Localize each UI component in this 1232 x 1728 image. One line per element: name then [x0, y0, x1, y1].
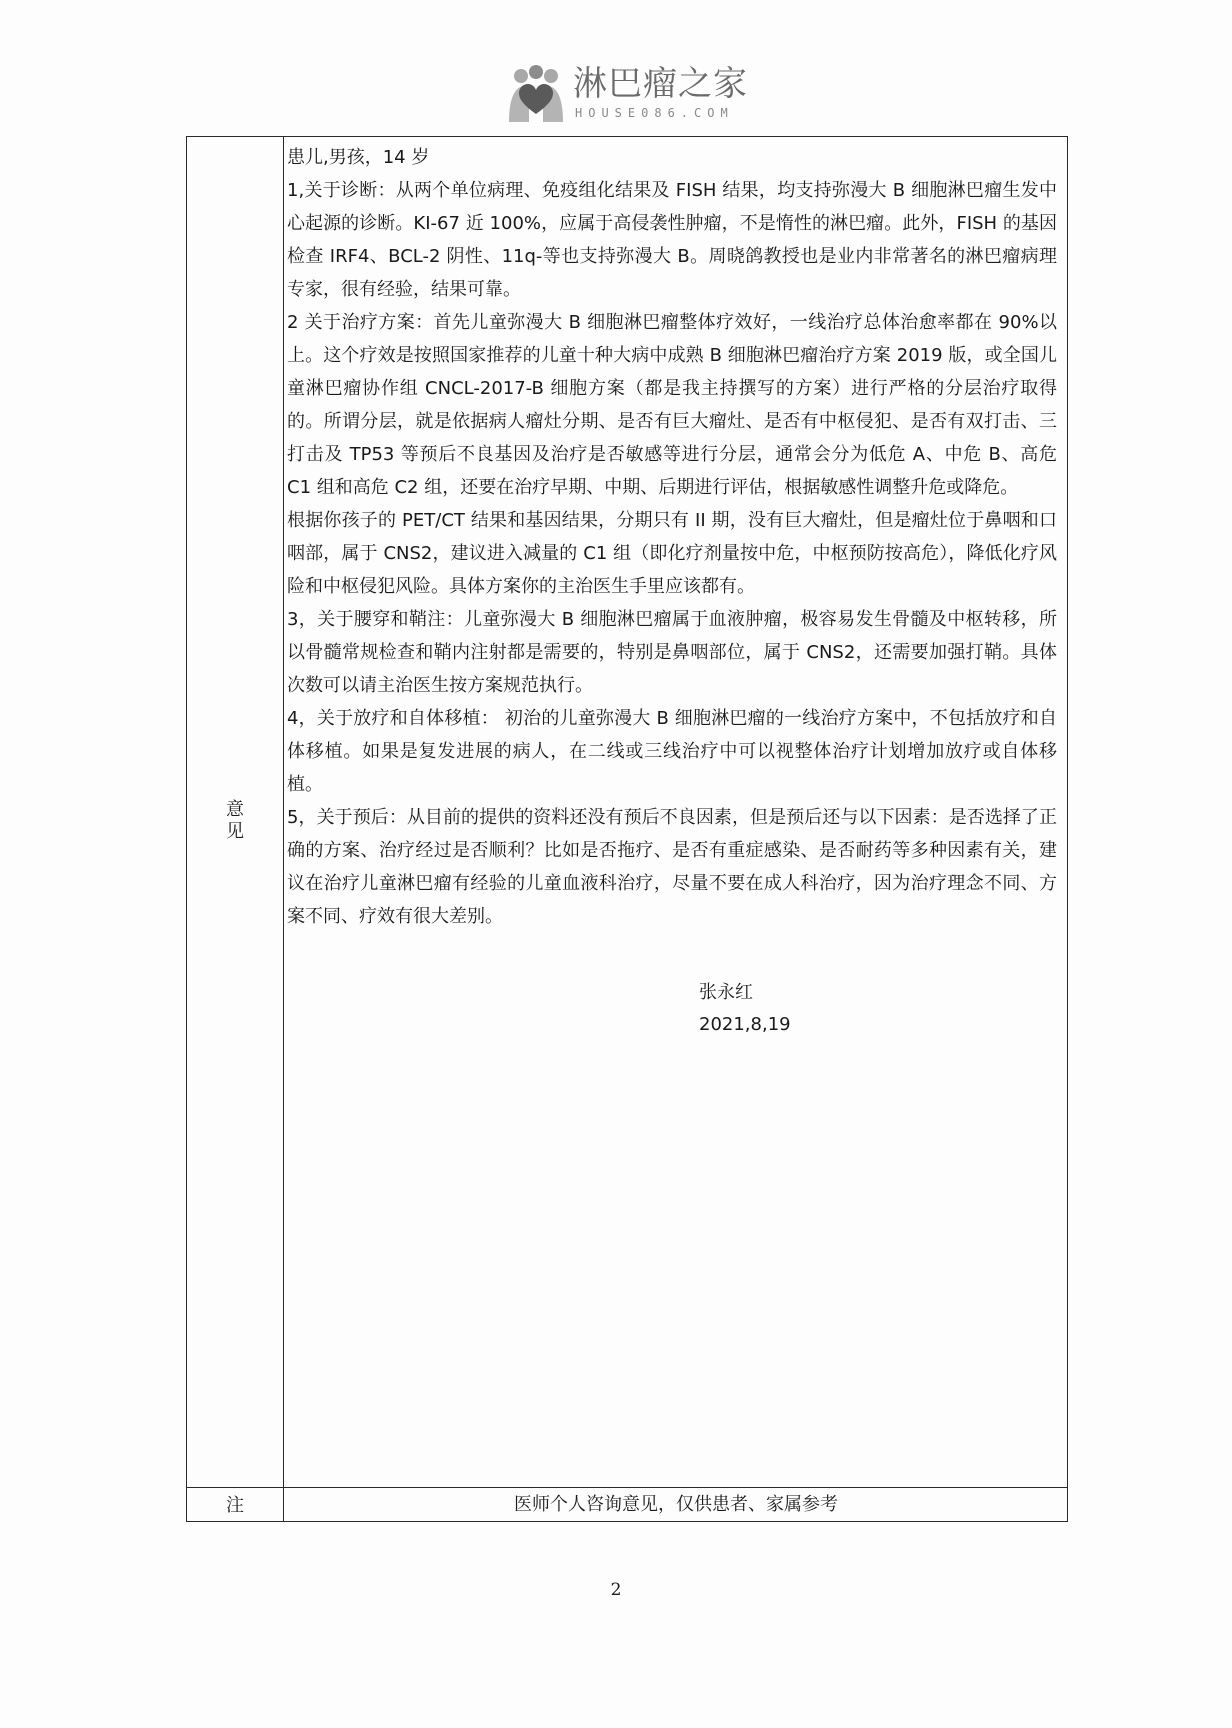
page-number: 2: [610, 1580, 622, 1600]
note-text: 医师个人咨询意见，仅供患者、家属参考: [514, 1494, 838, 1515]
paragraph-diagnosis: 1,关于诊断：从两个单位病理、免疫组化结果及 FISH 结果，均支持弥漫大 B 细胞淋巴瘤生发中心起源的诊断。KI-67 近 100%，应属于高侵袭性肿瘤，不是惰性的淋巴瘤。此外，FISH 的基因检查 IRF4、BCL-2 阴性、11q-等也支持弥漫大 B。周晓鸽教授也是业内非常著名的淋巴瘤病理专家，很有经验，结果可靠。: [287, 180, 1057, 300]
signature-date: 2021,8,19: [699, 1014, 791, 1035]
paragraph-prognosis: 5，关于预后：从目前的提供的资料还没有预后不良因素，但是预后还与以下因素：是否选择了正确的方案、治疗经过是否顺利？比如是否拖疗、是否有重症感染、是否耐药等多种因素有关，建议在治疗儿童淋巴瘤有经验的儿童血液科治疗，尽量不要在成人科治疗，因为治疗理念不同、方案不同、疗效有很大差别。: [287, 807, 1057, 927]
logo-title: 淋巴瘤之家: [573, 64, 748, 104]
patient-info: 患儿,男孩，14 岁: [287, 147, 430, 168]
signature-block: [699, 977, 791, 1041]
paragraph-staging: 根据你孩子的 PET/CT 结果和基因结果，分期只有 II 期，没有巨大瘤灶，但是瘤灶位于鼻咽和口咽部，属于 CNS2，建议进入减量的 C1 组（即化疗剂量按中危，中枢预防按高危），降低化疗风险和中枢侵犯风险。具体方案你的主治医生手里应该都有。: [287, 510, 1057, 597]
family-heart-icon: [505, 64, 567, 124]
note-label: 注: [226, 1495, 244, 1516]
row-divider: [187, 1487, 1067, 1488]
paragraph-treatment: 2 关于治疗方案：首先儿童弥漫大 B 细胞淋巴瘤整体疗效好，一线治疗总体治愈率都在 90%以上。这个疗效是按照国家推荐的儿童十种大病中成熟 B 细胞淋巴瘤治疗方案 2019 版，或全国儿童淋巴瘤协作组 CNCL-2017-B 细胞方案（都是我主持撰写的方案）进行严格的分层治疗取得的。所谓分层，就是依据病人瘤灶分期、是否有巨大瘤灶、是否有中枢侵犯、是否有双打击、三打击及 TP53 等预后不良基因及治疗是否敏感等进行分层，通常会分为低危 A、中危 B、高危 C1 组和高危 C2 组，还要在治疗早期、中期、后期进行评估，根据敏感性调整升危或降危。: [287, 312, 1057, 498]
signature-name: 张永红: [699, 982, 753, 1003]
opinion-content: [287, 141, 1057, 933]
logo-subtitle: HOUSE086.COM: [575, 106, 734, 120]
paragraph-radiotherapy: 4，关于放疗和自体移植： 初治的儿童弥漫大 B 细胞淋巴瘤的一线治疗方案中，不包括放疗和自体移植。如果是复发进展的病人，在二线或三线治疗中可以视整体治疗计划增加放疗或自体移植。: [287, 708, 1057, 795]
paragraph-lumbar-puncture: 3，关于腰穿和鞘注：儿童弥漫大 B 细胞淋巴瘤属于血液肿瘤，极容易发生骨髓及中枢转移，所以骨髓常规检查和鞘内注射都是需要的，特别是鼻咽部位，属于 CNS2，还需要加强打鞘。具体次数可以请主治医生按方案规范执行。: [287, 609, 1057, 696]
logo: [505, 62, 748, 128]
opinion-label-char-1: 意: [226, 799, 244, 820]
opinion-label: [187, 799, 283, 843]
consultation-table: [186, 136, 1068, 1522]
column-divider: [283, 137, 284, 1521]
opinion-label-char-2: 见: [226, 821, 244, 842]
